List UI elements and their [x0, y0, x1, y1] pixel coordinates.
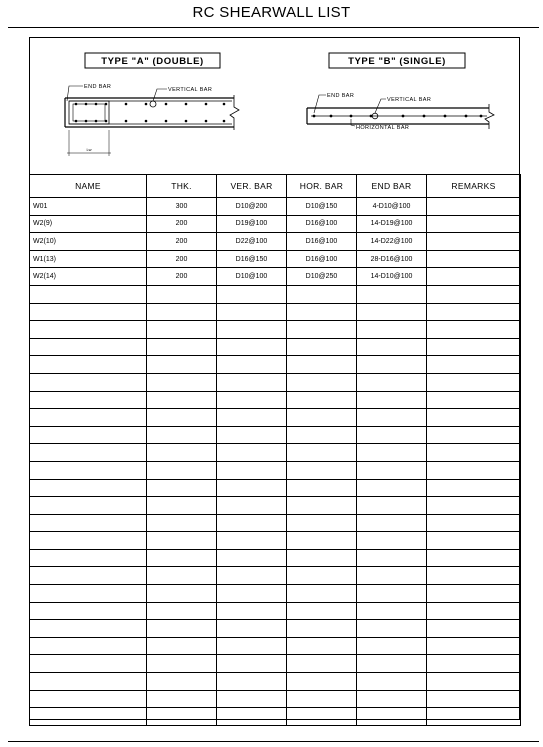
empty-table-row [30, 338, 521, 356]
empty-cell [427, 514, 521, 532]
empty-cell [30, 479, 147, 497]
empty-cell [217, 391, 287, 409]
empty-cell [357, 303, 427, 321]
empty-cell [287, 585, 357, 603]
empty-cell [357, 285, 427, 303]
empty-cell [147, 708, 217, 726]
empty-cell [217, 532, 287, 550]
empty-table-row [30, 373, 521, 391]
empty-cell [147, 532, 217, 550]
page-title: RC SHEARWALL LIST [192, 4, 351, 21]
empty-cell [147, 620, 217, 638]
cell-end-bar: 14-D22@100 [357, 233, 427, 251]
empty-cell [147, 356, 217, 374]
empty-table-row [30, 461, 521, 479]
table-header-row [30, 175, 521, 198]
empty-cell [147, 303, 217, 321]
empty-cell [357, 708, 427, 726]
empty-cell [287, 690, 357, 708]
empty-cell [147, 602, 217, 620]
empty-cell [217, 461, 287, 479]
empty-cell [30, 637, 147, 655]
empty-cell [427, 321, 521, 339]
empty-cell [30, 655, 147, 673]
empty-table-row [30, 708, 521, 726]
empty-cell [147, 497, 217, 515]
empty-cell [427, 479, 521, 497]
empty-cell [427, 673, 521, 691]
empty-cell [427, 655, 521, 673]
empty-cell [357, 514, 427, 532]
empty-cell [287, 391, 357, 409]
header-name: NAME [30, 175, 147, 198]
empty-cell [427, 620, 521, 638]
empty-cell [147, 655, 217, 673]
empty-cell [287, 338, 357, 356]
empty-cell [217, 409, 287, 427]
empty-cell [30, 303, 147, 321]
table-row [30, 268, 521, 286]
empty-cell [30, 285, 147, 303]
cell-name: W1(13) [30, 250, 147, 268]
cell-remarks [427, 233, 521, 251]
empty-cell [30, 549, 147, 567]
type-a-vertical-bar-label: VERTICAL BAR [168, 87, 213, 93]
type-b-end-bar-label: END BAR [327, 93, 355, 99]
cell-name: W2(10) [30, 233, 147, 251]
empty-cell [217, 514, 287, 532]
empty-cell [147, 637, 217, 655]
cell-thk: 200 [147, 215, 217, 233]
empty-cell [217, 303, 287, 321]
empty-cell [147, 426, 217, 444]
empty-cell [427, 585, 521, 603]
empty-cell [427, 708, 521, 726]
empty-cell [357, 655, 427, 673]
cell-remarks [427, 268, 521, 286]
empty-cell [287, 567, 357, 585]
empty-cell [30, 409, 147, 427]
cell-remarks [427, 250, 521, 268]
empty-cell [287, 426, 357, 444]
empty-cell [287, 620, 357, 638]
cell-end-bar: 14-D10@100 [357, 268, 427, 286]
empty-cell [287, 708, 357, 726]
empty-cell [217, 338, 287, 356]
empty-cell [147, 373, 217, 391]
empty-table-row [30, 585, 521, 603]
empty-cell [357, 409, 427, 427]
empty-cell [30, 602, 147, 620]
empty-cell [217, 479, 287, 497]
type-a-label: TYPE "A" (DOUBLE) [101, 56, 204, 67]
empty-cell [287, 497, 357, 515]
empty-cell [30, 461, 147, 479]
empty-table-row [30, 497, 521, 515]
empty-cell [287, 409, 357, 427]
top-rule [8, 27, 539, 28]
empty-cell [427, 549, 521, 567]
empty-cell [147, 585, 217, 603]
empty-table-row [30, 444, 521, 462]
empty-cell [287, 479, 357, 497]
empty-cell [30, 585, 147, 603]
empty-cell [427, 567, 521, 585]
empty-cell [147, 549, 217, 567]
cell-thk: 200 [147, 250, 217, 268]
empty-cell [427, 497, 521, 515]
empty-cell [357, 690, 427, 708]
type-b-vertical-bar-label: VERTICAL BAR [387, 97, 432, 103]
empty-cell [427, 602, 521, 620]
empty-cell [217, 585, 287, 603]
cell-thk: 200 [147, 233, 217, 251]
empty-cell [30, 444, 147, 462]
cell-end-bar: 14-D19@100 [357, 215, 427, 233]
empty-table-row [30, 673, 521, 691]
cell-thk: 300 [147, 198, 217, 216]
empty-cell [357, 637, 427, 655]
empty-cell [147, 479, 217, 497]
header-hor-bar: HOR. BAR [287, 175, 357, 198]
empty-table-row [30, 549, 521, 567]
empty-cell [30, 426, 147, 444]
cell-remarks [427, 198, 521, 216]
cell-remarks [427, 215, 521, 233]
empty-cell [147, 673, 217, 691]
empty-cell [357, 673, 427, 691]
empty-table-row [30, 514, 521, 532]
empty-cell [147, 444, 217, 462]
empty-cell [427, 461, 521, 479]
cell-ver-bar: D16@150 [217, 250, 287, 268]
empty-cell [30, 514, 147, 532]
empty-cell [357, 338, 427, 356]
empty-cell [287, 461, 357, 479]
empty-cell [217, 373, 287, 391]
empty-cell [427, 637, 521, 655]
empty-cell [287, 602, 357, 620]
empty-cell [357, 373, 427, 391]
empty-cell [287, 321, 357, 339]
table-row [30, 233, 521, 251]
empty-cell [217, 673, 287, 691]
empty-table-row [30, 321, 521, 339]
table-row [30, 198, 521, 216]
empty-cell [427, 426, 521, 444]
empty-cell [427, 303, 521, 321]
empty-cell [30, 373, 147, 391]
empty-cell [287, 285, 357, 303]
empty-table-row [30, 637, 521, 655]
empty-cell [287, 303, 357, 321]
empty-cell [357, 391, 427, 409]
empty-table-row [30, 620, 521, 638]
cell-thk: 200 [147, 268, 217, 286]
empty-cell [30, 391, 147, 409]
cell-hor-bar: D16@100 [287, 250, 357, 268]
empty-cell [147, 391, 217, 409]
wall-type-diagrams [29, 37, 520, 174]
empty-cell [30, 673, 147, 691]
empty-cell [30, 497, 147, 515]
empty-table-row [30, 532, 521, 550]
empty-cell [217, 690, 287, 708]
cell-name: W01 [30, 198, 147, 216]
shearwall-table [29, 174, 521, 726]
empty-cell [217, 285, 287, 303]
empty-cell [30, 708, 147, 726]
empty-cell [30, 356, 147, 374]
empty-cell [357, 461, 427, 479]
empty-cell [217, 567, 287, 585]
type-a-diagram [65, 53, 239, 156]
empty-cell [427, 444, 521, 462]
bottom-rule [8, 741, 539, 742]
empty-cell [427, 356, 521, 374]
type-a-dim-label: Lw [86, 147, 92, 152]
empty-table-row [30, 409, 521, 427]
empty-cell [217, 356, 287, 374]
empty-cell [427, 409, 521, 427]
header-ver-bar: VER. BAR [217, 175, 287, 198]
empty-cell [357, 321, 427, 339]
empty-cell [357, 444, 427, 462]
empty-cell [357, 549, 427, 567]
header-end-bar: END BAR [357, 175, 427, 198]
cell-hor-bar: D16@100 [287, 215, 357, 233]
type-b-horizontal-bar-label: HORIZONTAL BAR [356, 125, 410, 131]
empty-table-row [30, 285, 521, 303]
cell-hor-bar: D10@150 [287, 198, 357, 216]
empty-cell [217, 497, 287, 515]
empty-cell [357, 532, 427, 550]
empty-cell [217, 637, 287, 655]
empty-cell [217, 655, 287, 673]
empty-cell [147, 285, 217, 303]
cell-ver-bar: D10@200 [217, 198, 287, 216]
cell-ver-bar: D22@100 [217, 233, 287, 251]
empty-cell [287, 356, 357, 374]
empty-cell [147, 567, 217, 585]
type-b-diagram [307, 53, 494, 131]
empty-cell [427, 391, 521, 409]
empty-cell [287, 655, 357, 673]
cell-end-bar: 28-D16@100 [357, 250, 427, 268]
empty-cell [427, 285, 521, 303]
empty-cell [357, 426, 427, 444]
type-a-end-bar-label: END BAR [84, 84, 112, 90]
empty-cell [357, 567, 427, 585]
cell-name: W2(9) [30, 215, 147, 233]
empty-table-row [30, 690, 521, 708]
empty-cell [147, 338, 217, 356]
empty-cell [217, 708, 287, 726]
empty-cell [147, 690, 217, 708]
empty-table-row [30, 426, 521, 444]
empty-table-row [30, 479, 521, 497]
header-thk: THK. [147, 175, 217, 198]
table-row [30, 215, 521, 233]
cell-ver-bar: D19@100 [217, 215, 287, 233]
empty-cell [287, 637, 357, 655]
empty-cell [287, 373, 357, 391]
cell-hor-bar: D16@100 [287, 233, 357, 251]
empty-cell [217, 549, 287, 567]
empty-cell [287, 514, 357, 532]
empty-cell [147, 461, 217, 479]
empty-table-row [30, 567, 521, 585]
empty-cell [357, 585, 427, 603]
empty-cell [357, 620, 427, 638]
empty-cell [287, 444, 357, 462]
empty-table-row [30, 655, 521, 673]
empty-cell [357, 356, 427, 374]
empty-cell [147, 409, 217, 427]
empty-table-row [30, 602, 521, 620]
empty-cell [30, 620, 147, 638]
empty-cell [287, 532, 357, 550]
empty-table-row [30, 391, 521, 409]
empty-cell [427, 373, 521, 391]
type-b-label: TYPE "B" (SINGLE) [348, 56, 446, 67]
empty-cell [357, 602, 427, 620]
empty-table-row [30, 356, 521, 374]
empty-cell [427, 532, 521, 550]
empty-cell [427, 338, 521, 356]
empty-cell [217, 620, 287, 638]
empty-table-row [30, 303, 521, 321]
empty-cell [217, 602, 287, 620]
empty-cell [147, 514, 217, 532]
empty-cell [287, 673, 357, 691]
empty-cell [357, 497, 427, 515]
header-remarks: REMARKS [427, 175, 521, 198]
cell-ver-bar: D10@100 [217, 268, 287, 286]
empty-cell [217, 321, 287, 339]
empty-cell [30, 532, 147, 550]
empty-cell [357, 479, 427, 497]
cell-end-bar: 4-D10@100 [357, 198, 427, 216]
empty-cell [287, 549, 357, 567]
empty-cell [147, 321, 217, 339]
empty-cell [217, 444, 287, 462]
table-row [30, 250, 521, 268]
cell-name: W2(14) [30, 268, 147, 286]
empty-cell [217, 426, 287, 444]
empty-cell [30, 690, 147, 708]
empty-cell [30, 567, 147, 585]
empty-cell [30, 338, 147, 356]
empty-cell [427, 690, 521, 708]
cell-hor-bar: D10@250 [287, 268, 357, 286]
empty-cell [30, 321, 147, 339]
